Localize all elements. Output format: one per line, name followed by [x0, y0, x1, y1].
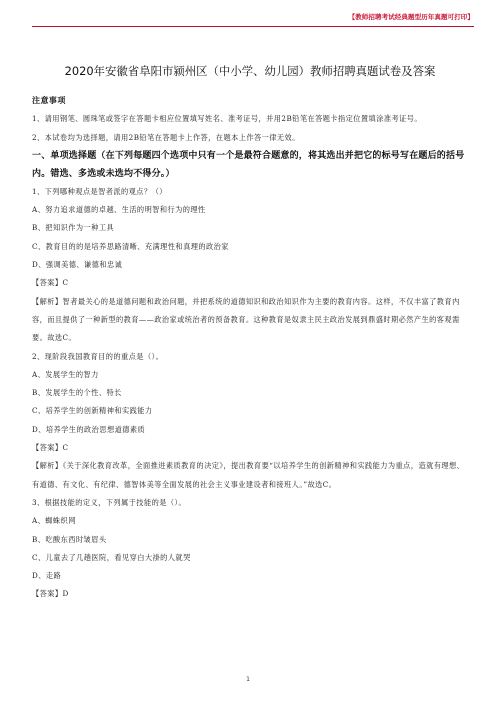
question-3-answer: 【答案】D [32, 589, 69, 599]
question-3-option-d: D、走路 [32, 571, 62, 581]
document-body [32, 92, 470, 604]
question-3-stem: 3、根据技能的定义，下列属于技能的是（）。 [32, 497, 187, 507]
question-2-answer: 【答案】C [32, 443, 69, 453]
question-2-analysis: 【解析】《关于深化教育改革，全面推进素质教育的决定》，提出教育要“以培养学生的创新精神和实践能力为重点，造就有理想、有道德、有文化、有纪律、德智体美等全面发展的社会主义事业建设者和接班人。”故选C。 [32, 461, 465, 489]
notes-item-1: 1、请用钢笔、圆珠笔或签字在答题卡相应位置填写姓名、准考证号，并用2B铅笔在答题卡指定位置填涂准考证号。 [32, 114, 423, 124]
exam-banner: 【教师招聘考试经典题型历年真题可打印】 [348, 13, 474, 21]
document-title: 2020年安徽省阜阳市颍州区（中小学、幼儿园）教师招聘真题试卷及答案 [64, 64, 436, 78]
question-2-stem: 2、现阶段我国教育目的的重点是（）。 [32, 351, 164, 361]
question-2-option-b: B、发展学生的个性、特长 [32, 388, 122, 398]
question-1-answer: 【答案】C [32, 278, 69, 288]
notes-item-2: 2、本试卷均为选择题，请用2B铅笔在答题卡上作答，在题本上作答一律无效。 [32, 132, 300, 142]
header-rule [32, 26, 474, 27]
question-1-option-d: D、强调美德、谦德和忠诚 [32, 260, 123, 270]
question-1-analysis: 【解析】智者最关心的是道德问题和政治问题，并把系统的道德知识和政治知识作为主要的教育内容。这样，不仅丰富了教育内容，而且提供了一种新型的教育——政治家或统治者的预备教育。这种教育是奴隶主民主政治发展到鼎盛时期必然产生的客观需要。故选C。 [32, 296, 460, 343]
question-2-option-d: D、培养学生的政治思想道德素质 [32, 424, 146, 434]
question-3-option-a: A、蜘蛛织网 [32, 516, 76, 526]
section-heading: 一、单项选择题（在下列每题四个选项中只有一个是最符合题意的，将其选出并把它的标号写在题后的括号内。错选、多选或未选均不得分。） [32, 150, 465, 179]
question-2-option-c: C、培养学生的创新精神和实践能力 [32, 406, 153, 416]
question-1-stem: 1、下列哪种观点是智者派的观点？（） [32, 186, 167, 196]
question-3-option-b: B、吃酸东西时皱眉头 [32, 534, 107, 544]
question-1-option-a: A、努力追求道德的卓越、生活的明智和行为的理性 [32, 205, 206, 215]
notes-title: 注意事项 [32, 96, 66, 105]
question-1-option-c: C、教育目的的是培养思路清晰、充满理性和真理的政治家 [32, 241, 229, 251]
question-2-option-a: A、发展学生的智力 [32, 369, 99, 379]
question-1-option-b: B、把知识作为一种工具 [32, 223, 115, 233]
question-3-option-c: C、儿童去了几趟医院，看见穿白大褂的人就哭 [32, 552, 191, 562]
page-number: 1 [246, 676, 250, 683]
